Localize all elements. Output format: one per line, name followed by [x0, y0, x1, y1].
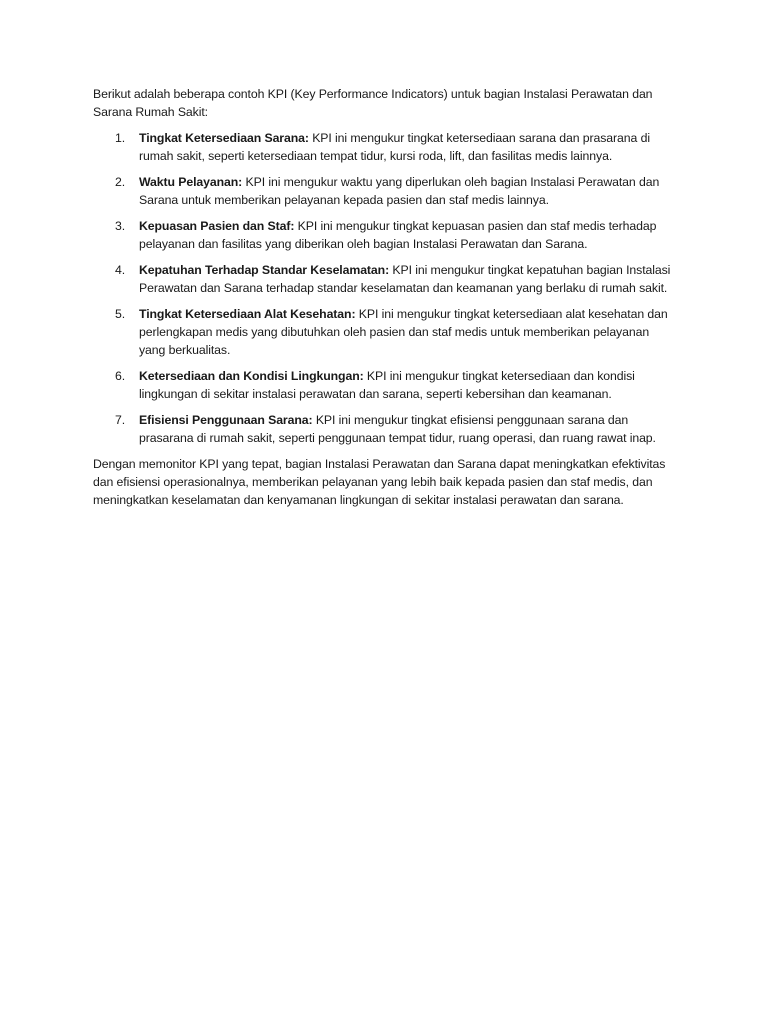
kpi-item	[93, 129, 678, 165]
kpi-item	[93, 411, 678, 447]
kpi-item-number: 3.	[115, 219, 126, 233]
kpi-item-text: KPI ini mengukur tingkat ketersediaan alat kesehatan dan perlengkapan medis yang dibutuhkan oleh pasien dan staf medis untuk memberikan pelayanan yang berkualitas.	[139, 307, 668, 357]
kpi-item-title: Tingkat Ketersediaan Sarana:	[139, 131, 309, 145]
kpi-item	[93, 217, 678, 253]
kpi-item-text: KPI ini mengukur tingkat ketersediaan sarana dan prasarana di rumah sakit, seperti ketersediaan tempat tidur, kursi roda, lift, dan fasilitas medis lainnya.	[139, 131, 650, 163]
kpi-item-text: KPI ini mengukur tingkat efisiensi penggunaan sarana dan prasarana di rumah sakit, seperti penggunaan tempat tidur, ruang operasi, dan ruang rawat inap.	[139, 413, 656, 445]
kpi-list	[93, 129, 678, 447]
kpi-item	[93, 261, 678, 297]
kpi-item	[93, 367, 678, 403]
kpi-item-number: 7.	[115, 413, 126, 427]
kpi-item-number: 4.	[115, 263, 126, 277]
kpi-item-text: KPI ini mengukur tingkat kepatuhan bagian Instalasi Perawatan dan Sarana terhadap standar keselamatan dan keamanan yang berlaku di rumah sakit.	[139, 263, 671, 295]
kpi-item-title: Kepatuhan Terhadap Standar Keselamatan:	[139, 263, 390, 277]
closing-paragraph: Dengan memonitor KPI yang tepat, bagian Instalasi Perawatan dan Sarana dapat meningkatkan efektivitas dan efisiensi operasionalnya, memberikan pelayanan yang lebih baik kepada pasien dan staf medis, dan meningkatkan keselamatan dan kenyamanan lingkungan di sekitar instalasi perawatan dan sarana.	[93, 457, 666, 507]
kpi-item-title: Kepuasan Pasien dan Staf:	[139, 219, 295, 233]
kpi-item-text: KPI ini mengukur tingkat kepuasan pasien dan staf medis terhadap pelayanan dan fasilitas yang diberikan oleh bagian Instalasi Perawatan dan Sarana.	[139, 219, 657, 251]
kpi-item-title: Ketersediaan dan Kondisi Lingkungan:	[139, 369, 364, 383]
kpi-item-title: Efisiensi Penggunaan Sarana:	[139, 413, 313, 427]
kpi-item-number: 6.	[115, 369, 126, 383]
kpi-item-text: KPI ini mengukur tingkat ketersediaan dan kondisi lingkungan di sekitar instalasi perawatan dan sarana, seperti kebersihan dan keamanan.	[139, 369, 635, 401]
document-body	[93, 85, 678, 509]
kpi-item-number: 1.	[115, 131, 126, 145]
intro-paragraph: Berikut adalah beberapa contoh KPI (Key Performance Indicators) untuk bagian Instalasi Perawatan dan Sarana Rumah Sakit:	[93, 87, 653, 119]
kpi-item	[93, 305, 678, 359]
kpi-item-number: 5.	[115, 307, 126, 321]
kpi-item-title: Waktu Pelayanan:	[139, 175, 243, 189]
kpi-item-title: Tingkat Ketersediaan Alat Kesehatan:	[139, 307, 356, 321]
kpi-item	[93, 173, 678, 209]
kpi-item-text: KPI ini mengukur waktu yang diperlukan oleh bagian Instalasi Perawatan dan Sarana untuk memberikan pelayanan kepada pasien dan staf medis lainnya.	[139, 175, 660, 207]
kpi-item-number: 2.	[115, 175, 126, 189]
